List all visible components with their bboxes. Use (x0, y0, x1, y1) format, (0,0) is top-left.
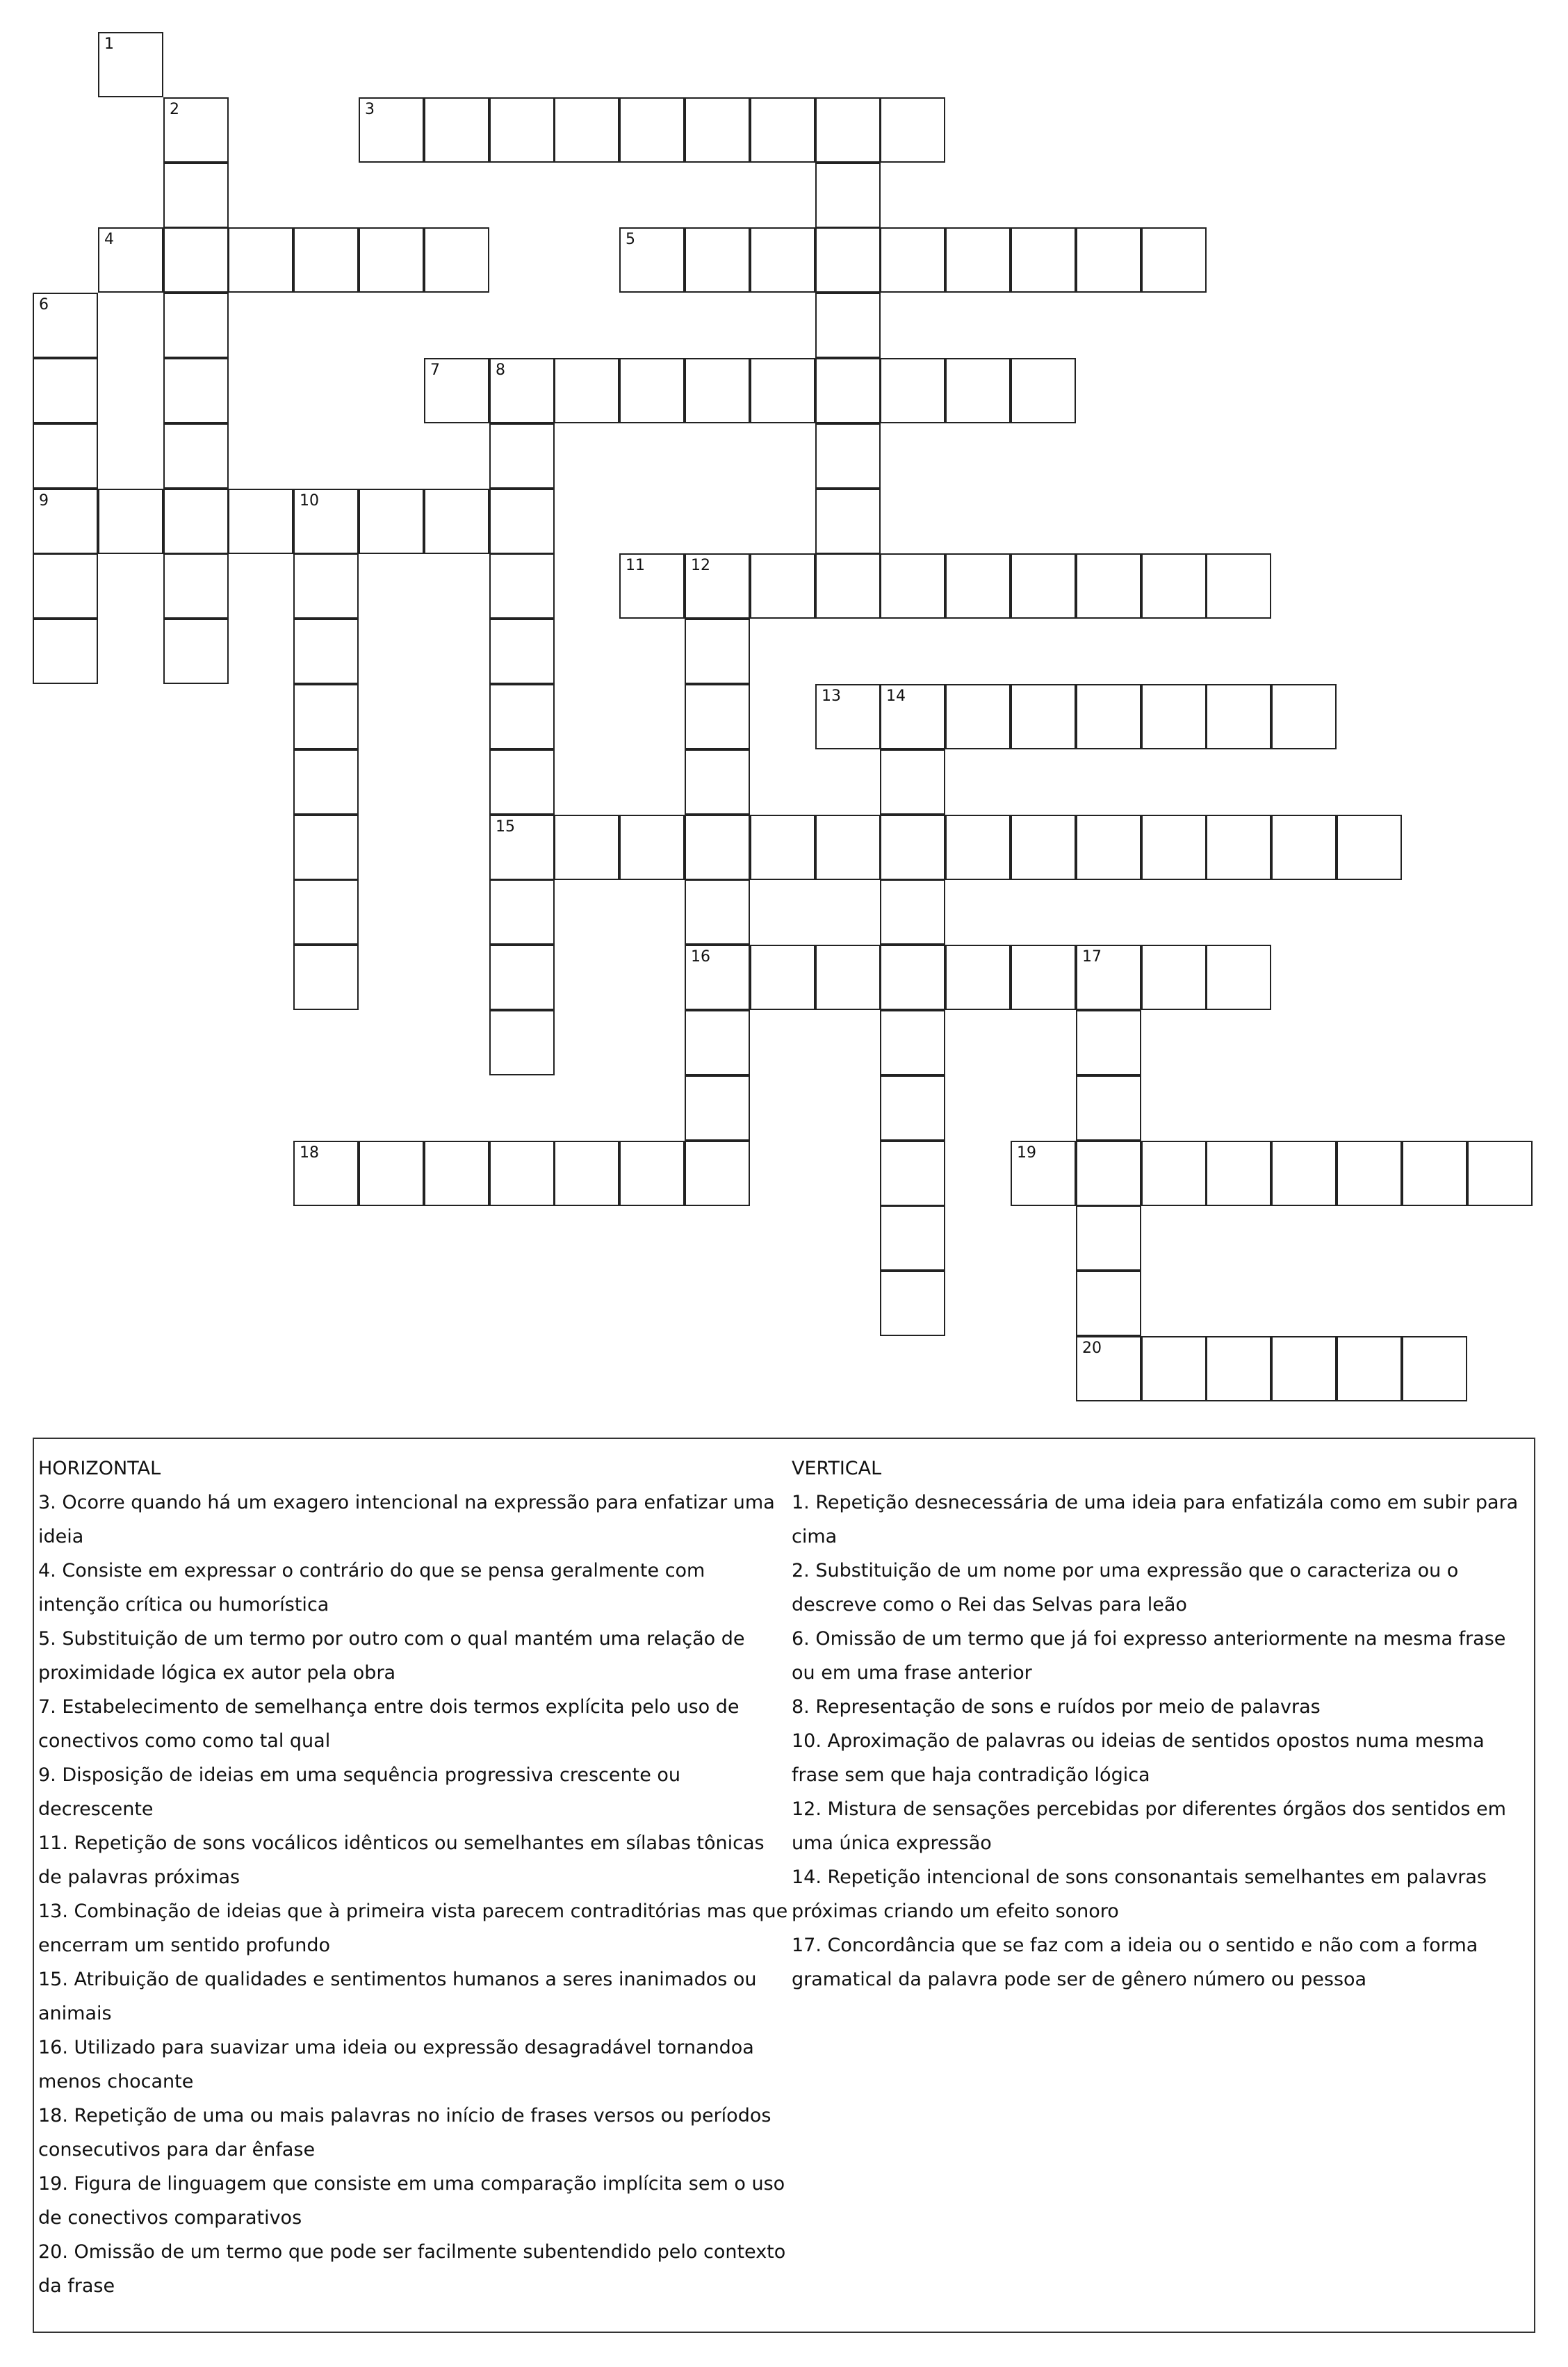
grid-cell[interactable] (880, 1141, 945, 1206)
grid-cell[interactable] (1206, 945, 1271, 1010)
grid-cell[interactable] (359, 97, 424, 163)
horizontal-clue-list (38, 1486, 789, 2303)
grid-cell[interactable] (293, 815, 359, 880)
grid-cell[interactable] (1011, 684, 1076, 749)
grid-cell[interactable] (1076, 553, 1141, 619)
grid-cell[interactable] (489, 97, 555, 163)
grid-cell[interactable] (619, 358, 685, 423)
clue-item: 17. Concordância que se faz com a ideia ou o sentido e não com a forma gramatical da palavra pode ser de gênero número ou pessoa (792, 1935, 1478, 1990)
grid-cell[interactable] (1076, 1205, 1141, 1271)
grid-cell[interactable] (293, 879, 359, 945)
horizontal-heading: HORIZONTAL (38, 1458, 161, 1479)
clue-number: 3 (365, 101, 375, 118)
grid-cell[interactable] (293, 1141, 359, 1206)
clue-number: 19 (1017, 1144, 1036, 1162)
grid-cell[interactable] (750, 945, 815, 1010)
clue-number: 14 (886, 688, 906, 705)
grid-cell[interactable] (293, 749, 359, 815)
grid-cell[interactable] (228, 489, 293, 554)
grid-cell[interactable] (1337, 815, 1402, 880)
clue-item: 20. Omissão de um termo que pode ser facilmente subentendido pelo contexto da frase (38, 2241, 786, 2297)
grid-cell[interactable] (359, 227, 424, 293)
clue-item: 13. Combinação de ideias que à primeira vista parecem contraditórias mas que encerram um sentido profundo (38, 1901, 788, 1956)
grid-cell[interactable] (945, 227, 1011, 293)
grid-cell[interactable] (554, 97, 619, 163)
grid-cell[interactable] (1271, 815, 1337, 880)
grid-cell[interactable] (359, 489, 424, 554)
grid-cell[interactable] (98, 489, 163, 554)
grid-cell[interactable] (424, 227, 489, 293)
grid-cell[interactable] (1011, 945, 1076, 1010)
grid-cell[interactable] (163, 358, 229, 423)
grid-cell[interactable] (1206, 553, 1271, 619)
grid-cell[interactable] (619, 815, 685, 880)
grid-cell[interactable] (750, 97, 815, 163)
grid-cell[interactable] (1402, 1336, 1467, 1401)
clue-number: 8 (496, 361, 505, 379)
grid-cell[interactable] (33, 423, 98, 489)
grid-cell[interactable] (163, 293, 229, 358)
grid-cell[interactable] (685, 358, 750, 423)
clue-number: 12 (691, 557, 710, 574)
grid-cell[interactable] (489, 553, 555, 619)
grid-cell[interactable] (1206, 1141, 1271, 1206)
grid-cell[interactable] (489, 749, 555, 815)
grid-cell[interactable] (293, 619, 359, 684)
clue-item: 8. Representação de sons e ruídos por meio de palavras (792, 1696, 1321, 1718)
grid-cell[interactable] (945, 945, 1011, 1010)
grid-cell[interactable] (880, 1075, 945, 1141)
grid-cell[interactable] (1141, 1336, 1207, 1401)
grid-cell[interactable] (1011, 1141, 1076, 1206)
vertical-heading: VERTICAL (792, 1458, 882, 1479)
clue-item: 10. Aproximação de palavras ou ideias de sentidos opostos numa mesma frase sem que haja contradição lógica (792, 1730, 1485, 1786)
grid-cell[interactable] (1337, 1141, 1402, 1206)
grid-cell[interactable] (880, 553, 945, 619)
grid-cell[interactable] (1141, 553, 1207, 619)
grid-cell[interactable] (228, 227, 293, 293)
grid-cell[interactable] (685, 227, 750, 293)
grid-cell[interactable] (554, 1141, 619, 1206)
clue-item: 6. Omissão de um termo que já foi expresso anteriormente na mesma frase ou em uma frase anterior (792, 1628, 1506, 1684)
clue-item: 14. Repetição intencional de sons consonantais semelhantes em palavras próximas criando um efeito sonoro (792, 1866, 1487, 1922)
grid-cell[interactable] (880, 358, 945, 423)
grid-cell[interactable] (293, 945, 359, 1010)
grid-cell[interactable] (815, 489, 881, 554)
grid-cell[interactable] (293, 684, 359, 749)
clue-number: 6 (39, 296, 49, 314)
clue-item: 12. Mistura de sensações percebidas por diferentes órgãos dos sentidos em uma única expressão (792, 1798, 1506, 1854)
grid-cell[interactable] (815, 358, 881, 423)
grid-cell[interactable] (750, 358, 815, 423)
grid-cell[interactable] (880, 1205, 945, 1271)
grid-cell[interactable] (554, 815, 619, 880)
grid-cell[interactable] (685, 684, 750, 749)
grid-cell[interactable] (1076, 815, 1141, 880)
grid-cell[interactable] (424, 358, 489, 423)
grid-cell[interactable] (880, 684, 945, 749)
grid-cell[interactable] (750, 553, 815, 619)
clue-item: 16. Utilizado para suavizar uma ideia ou expressão desagradável tornandoa menos chocante (38, 2037, 754, 2092)
grid-cell[interactable] (1206, 684, 1271, 749)
grid-cell[interactable] (1076, 1271, 1141, 1336)
clue-number: 11 (626, 557, 645, 574)
grid-cell[interactable] (1076, 684, 1141, 749)
grid-cell[interactable] (1076, 945, 1141, 1010)
grid-cell[interactable] (1076, 227, 1141, 293)
grid-cell[interactable] (945, 358, 1011, 423)
grid-cell[interactable] (619, 553, 685, 619)
grid-cell[interactable] (163, 227, 229, 293)
grid-cell[interactable] (815, 945, 881, 1010)
grid-cell[interactable] (880, 815, 945, 880)
grid-cell[interactable] (554, 358, 619, 423)
clue-number: 13 (822, 688, 841, 705)
grid-cell[interactable] (1076, 1075, 1141, 1141)
grid-cell[interactable] (815, 227, 881, 293)
grid-cell[interactable] (489, 1141, 555, 1206)
grid-cell[interactable] (489, 489, 555, 554)
grid-cell[interactable] (945, 815, 1011, 880)
grid-cell[interactable] (685, 553, 750, 619)
grid-cell[interactable] (1206, 815, 1271, 880)
grid-cell[interactable] (685, 815, 750, 880)
clue-number: 5 (626, 231, 635, 248)
grid-cell[interactable] (293, 489, 359, 554)
clue-item: 4. Consiste em expressar o contrário do que se pensa geralmente com intenção crítica ou humorística (38, 1560, 705, 1616)
grid-cell[interactable] (33, 358, 98, 423)
grid-cell[interactable] (1011, 815, 1076, 880)
clue-item: 2. Substituição de um nome por uma expressão que o caracteriza ou o descreve como o Rei das Selvas para leão (792, 1560, 1459, 1616)
grid-cell[interactable] (1337, 1336, 1402, 1401)
grid-cell[interactable] (1271, 1141, 1337, 1206)
grid-cell[interactable] (1076, 1141, 1141, 1206)
clue-number: 17 (1082, 948, 1102, 966)
clue-item: 9. Disposição de ideias em uma sequência progressiva crescente ou decrescente (38, 1764, 681, 1820)
grid-cell[interactable] (489, 619, 555, 684)
grid-cell[interactable] (163, 619, 229, 684)
grid-cell[interactable] (1141, 815, 1207, 880)
grid-cell[interactable] (880, 97, 945, 163)
grid-cell[interactable] (685, 749, 750, 815)
grid-cell[interactable] (98, 32, 163, 97)
grid-cell[interactable] (1271, 1336, 1337, 1401)
grid-cell[interactable] (619, 1141, 685, 1206)
grid-cell[interactable] (424, 97, 489, 163)
grid-cell[interactable] (685, 945, 750, 1010)
grid-cell[interactable] (880, 945, 945, 1010)
grid-cell[interactable] (1141, 945, 1207, 1010)
vertical-clue-list (792, 1486, 1528, 1996)
grid-cell[interactable] (163, 423, 229, 489)
grid-cell[interactable] (293, 553, 359, 619)
grid-cell[interactable] (815, 97, 881, 163)
grid-cell[interactable] (1141, 227, 1207, 293)
grid-cell[interactable] (489, 945, 555, 1010)
grid-cell[interactable] (880, 227, 945, 293)
grid-cell[interactable] (1076, 1010, 1141, 1075)
grid-cell[interactable] (489, 358, 555, 423)
grid-cell[interactable] (815, 163, 881, 228)
clue-number: 15 (496, 818, 515, 836)
grid-cell[interactable] (685, 1141, 750, 1206)
clue-number: 9 (39, 492, 49, 510)
grid-cell[interactable] (424, 489, 489, 554)
clue-number: 4 (104, 231, 114, 248)
grid-cell[interactable] (1206, 1336, 1271, 1401)
grid-cell[interactable] (815, 423, 881, 489)
grid-cell[interactable] (880, 749, 945, 815)
grid-cell[interactable] (293, 227, 359, 293)
clue-item: 7. Estabelecimento de semelhança entre dois termos explícita pelo uso de conectivos como como tal qual (38, 1696, 740, 1752)
grid-cell[interactable] (98, 227, 163, 293)
clue-item: 1. Repetição desnecessária de uma ideia para enfatizála como em subir para cima (792, 1492, 1519, 1547)
clue-number: 2 (170, 101, 179, 118)
grid-cell[interactable] (815, 293, 881, 358)
clue-item: 18. Repetição de uma ou mais palavras no início de frases versos ou períodos consecutivos para dar ênfase (38, 2105, 771, 2161)
grid-cell[interactable] (489, 1010, 555, 1075)
grid-cell[interactable] (1141, 1141, 1207, 1206)
grid-cell[interactable] (685, 879, 750, 945)
grid-cell[interactable] (685, 619, 750, 684)
grid-cell[interactable] (750, 815, 815, 880)
vertical-clues-column (792, 1451, 1528, 1996)
grid-cell[interactable] (33, 293, 98, 358)
grid-cell[interactable] (1141, 684, 1207, 749)
grid-cell[interactable] (163, 489, 229, 554)
grid-cell[interactable] (815, 553, 881, 619)
clue-item: 3. Ocorre quando há um exagero intencional na expressão para enfatizar uma ideia (38, 1492, 775, 1547)
grid-cell[interactable] (685, 1010, 750, 1075)
grid-cell[interactable] (163, 553, 229, 619)
clue-number: 10 (300, 492, 319, 510)
clue-number: 18 (300, 1144, 319, 1162)
grid-cell[interactable] (1011, 227, 1076, 293)
grid-cell[interactable] (489, 879, 555, 945)
grid-cell[interactable] (489, 684, 555, 749)
clue-number: 7 (430, 361, 440, 379)
clues-box (33, 1438, 1535, 2333)
grid-cell[interactable] (489, 423, 555, 489)
grid-cell[interactable] (880, 1271, 945, 1336)
clue-item: 5. Substituição de um termo por outro com o qual mantém uma relação de proximidade lógica ex autor pela obra (38, 1628, 745, 1684)
grid-cell[interactable] (880, 879, 945, 945)
grid-cell[interactable] (33, 489, 98, 554)
clue-item: 19. Figura de linguagem que consiste em uma comparação implícita sem o uso de conectivos comparativos (38, 2173, 785, 2229)
grid-cell[interactable] (880, 1010, 945, 1075)
grid-cell[interactable] (815, 684, 881, 749)
grid-cell[interactable] (1402, 1141, 1467, 1206)
horizontal-clues-column (38, 1451, 789, 2303)
grid-cell[interactable] (359, 1141, 424, 1206)
grid-cell[interactable] (163, 163, 229, 228)
grid-cell[interactable] (424, 1141, 489, 1206)
clue-number: 1 (104, 35, 114, 53)
grid-cell[interactable] (1011, 358, 1076, 423)
grid-cell[interactable] (619, 227, 685, 293)
grid-cell[interactable] (1011, 553, 1076, 619)
clue-item: 11. Repetição de sons vocálicos idênticos ou semelhantes em sílabas tônicas de palavras próximas (38, 1832, 765, 1888)
grid-cell[interactable] (33, 553, 98, 619)
grid-cell[interactable] (945, 684, 1011, 749)
grid-cell[interactable] (815, 815, 881, 880)
grid-cell[interactable] (685, 1075, 750, 1141)
clue-number: 16 (691, 948, 710, 966)
grid-cell[interactable] (619, 97, 685, 163)
grid-cell[interactable] (1076, 1336, 1141, 1401)
grid-cell[interactable] (163, 97, 229, 163)
grid-cell[interactable] (33, 619, 98, 684)
grid-cell[interactable] (750, 227, 815, 293)
grid-cell[interactable] (1467, 1141, 1533, 1206)
grid-cell[interactable] (685, 97, 750, 163)
clue-item: 15. Atribuição de qualidades e sentimentos humanos a seres inanimados ou animais (38, 1969, 757, 2024)
grid-cell[interactable] (489, 815, 555, 880)
clue-number: 20 (1082, 1340, 1102, 1357)
grid-cell[interactable] (1271, 684, 1337, 749)
grid-cell[interactable] (945, 553, 1011, 619)
